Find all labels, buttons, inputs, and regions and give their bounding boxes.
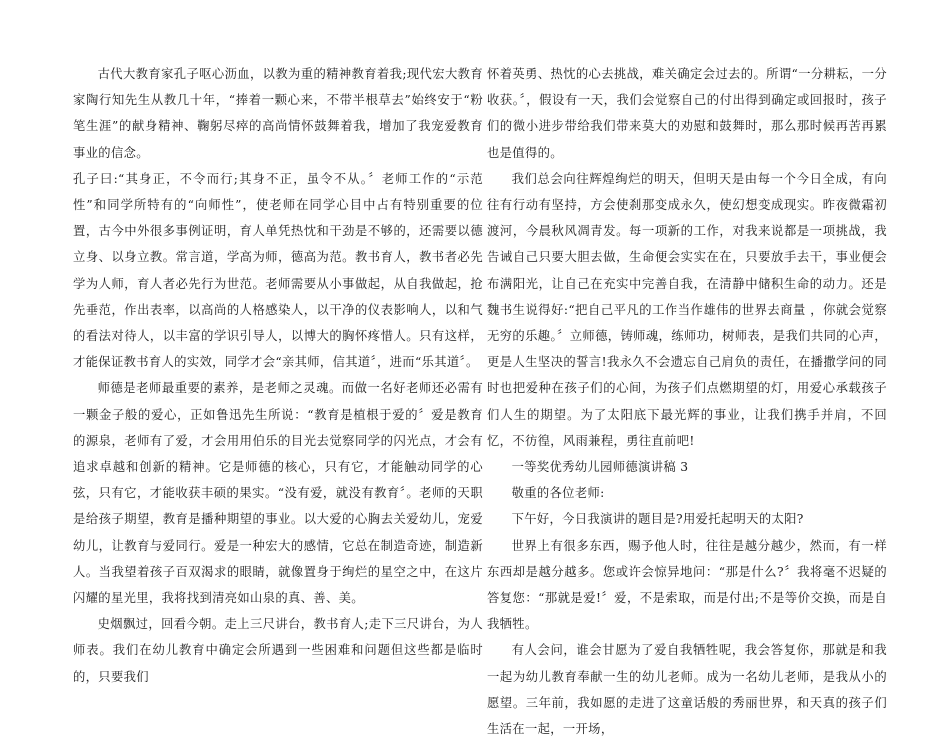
paragraph: 世界上有很多东西，赐予他人时，往往是越分越少，然而，有一样东西却是越分越多。您或许会惊异地问：“那是什么?〞我将毫不迟疑的答复您：“那就是爱!〞爱，不是索取，而是付出;不是等价交换，而是自我牺牲。 xyxy=(487,538,887,632)
paragraph: 下午好，今日我演讲的题目是?用爱托起明天的太阳? xyxy=(511,512,804,527)
right-column xyxy=(487,61,887,742)
paragraph: 怀着英勇、热忱的心去挑战，难关确定会过去的。所谓“一分耕耘，一分收获。〞，假设有一天，我们会觉察自己的付出得到确定或回报时，孩子们的微小进步带给我们带来莫大的劝慰和鼓舞时，那么那时候再苦再累也是值得的。 xyxy=(487,67,887,160)
salutation: 敬重的各位老师: xyxy=(511,486,605,501)
paragraph: 史烟飘过，回看今朝。走上三尺讲台，教书育人;走下三尺讲台，为人师表。我们在幼儿教育中确定会所遇到一些困难和问题但这些都是临时的，只要我们 xyxy=(73,617,483,684)
paragraph: 孔子曰:“其身正，不令而行;其身不正，虽令不从。〞老师工作的“示范性”和同学所特有的“向师性”，使老师在同学心目中占有特别重要的位置，古今中外很多事例证明，育人单凭热忱和干劲是不够的，还需要以德立身、以身立教。常言道，学高为师，德高为范。教书育人，教书者必先学为人师，育人者必先行为世范。老师需要从小事做起，从自我做起，抢先垂范，作出表率，以高尚的人格感染人，以干净的仪表影响人，以和气的看法对待人，以丰富的学识引导人，以博大的胸怀疼惜人。只有这样，才能保证教书育人的实效，同学才会“亲其师，信其道〞，进而“乐其道〞。 xyxy=(73,171,483,370)
section-heading: 一等奖优秀幼儿园师德演讲稿 3 xyxy=(511,460,689,475)
paragraph: 我们总会向往辉煌绚烂的明天，但明天是由每一个今日全成，有向往有行动有坚持，方会使刹那变成永久，使幻想变成现实。昨夜微霜初渡河，今晨秋风凋青发。每一项新的工作，对我来说都是一项挑战，我告诫自己只要大胆去做，生命便会实实在在，只要放手去干，事业便会布满阳光，让自己在充实中完善自我，在清静中储积生命的动力。还是魏书生说得好:“把自己平凡的工作当作雄伟的世界去商量 ，你就会觉察无穷的乐趣。〞立师德，铸师魂，练师功，树师表，是我们共同的心声，更是人生坚决的誓言!我永久不会遗忘自己肩负的责任，在播撒学问的同时也把爱种在孩子们的心间，为孩子们点燃期望的灯，用爱心承载孩子们人生的期望。为了太阳底下最光辉的事业，让我们携手并肩，不回忆，不彷徨，风雨兼程，勇往直前吧! xyxy=(487,171,887,448)
paragraph: 师德是老师最重要的素养，是老师之灵魂。而做一名好老师还必需有一颗金子般的爱心，正如鲁迅先生所说：“教育是植根于爱的〞爱是教育的源泉，老师有了爱，才会用用伯乐的目光去觉察同学的闪光点，才会有追求卓越和创新的精神。它是师德的核心，只有它，才能触动同学的心弦，只有它，才能收获丰硕的果实。“没有爱，就没有教育〞。老师的天职是给孩子期望，教育是播种期望的事业。以大爱的心胸去关爱幼儿，宠爱幼儿，让教育与爱同行。爱是一种宏大的感情，它总在制造奇迹，制造新人。当我望着孩子百双渴求的眼睛，就像置身于绚烂的星空之中，在这片闪耀的星光里，我将找到清亮如山泉的真、善、美。 xyxy=(73,381,483,606)
paragraph: 有人会问，谁会甘愿为了爱自我牺牲呢，我会答复你，那就是和我一起为幼儿教育奉献一生的幼儿老师。成为一名幼儿老师，是我从小的愿望。三年前，我如愿的走进了这童话般的秀丽世界，和天真的孩子们生活在一起，一开场， xyxy=(487,643,887,737)
paragraph: 古代大教育家孔子呕心沥血，以教为重的精神教育着我;现代宏大教育家陶行知先生从教几十年，“捧着一颗心来，不带半根草去”始终安于“粉笔生涯”的献身精神、鞠躬尽瘁的高尚情怀鼓舞着我，增加了我宠爱教育事业的信念。 xyxy=(73,67,483,160)
left-column xyxy=(73,61,483,690)
